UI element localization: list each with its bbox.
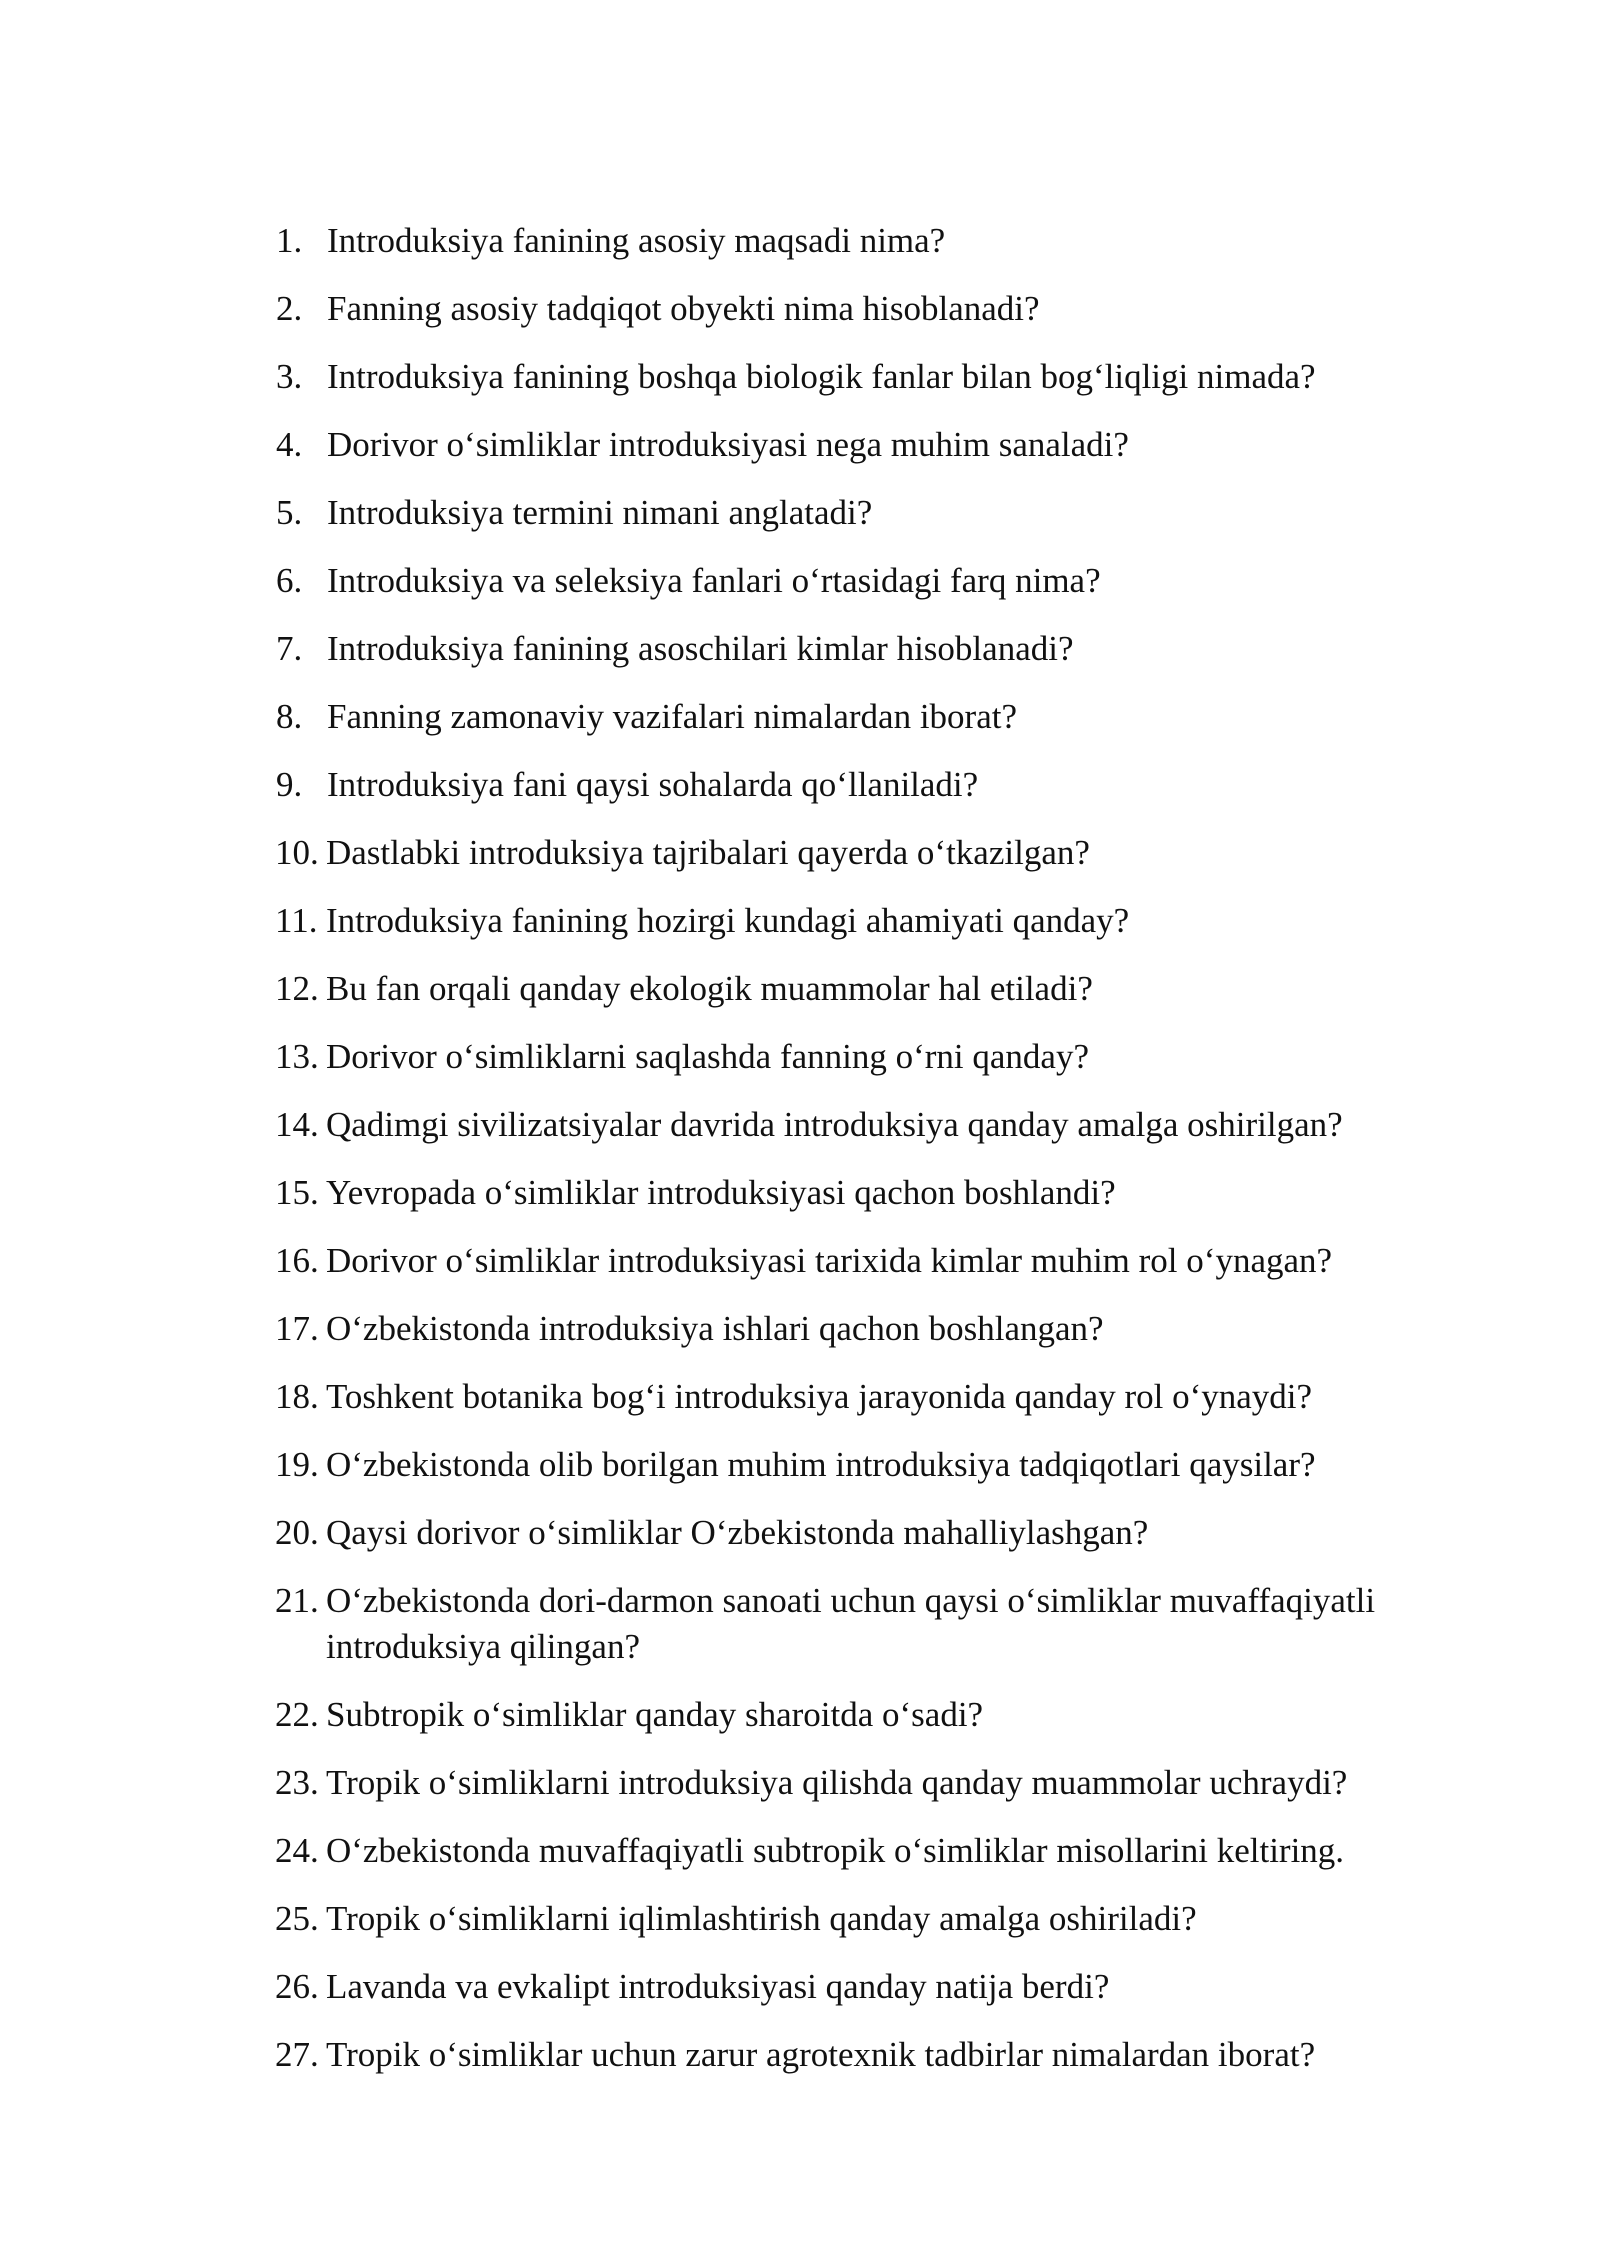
question-item [276, 2032, 1476, 2078]
question-item [276, 1964, 1476, 2010]
question-item [276, 1102, 1476, 1148]
question-item [276, 830, 1476, 876]
question-item [276, 966, 1476, 1012]
question-text: Introduksiya fanining boshqa biologik fanlar bilan bog‘liqligi nimada? [327, 357, 1316, 396]
question-item [276, 218, 1476, 264]
question-text: O‘zbekistonda olib borilgan muhim introduksiya tadqiqotlari qaysilar? [326, 1445, 1316, 1484]
question-number: 12. [275, 969, 319, 1008]
question-text: Dorivor o‘simliklarni saqlashda fanning o‘rni qanday? [326, 1037, 1089, 1076]
question-number: 4. [276, 425, 303, 464]
question-text: Yevropada o‘simliklar introduksiyasi qachon boshlandi? [326, 1173, 1116, 1212]
question-item [276, 1578, 1476, 1670]
question-number: 19. [275, 1445, 319, 1484]
question-item [276, 626, 1476, 672]
question-number: 5. [276, 493, 303, 532]
question-item [276, 1442, 1476, 1488]
question-number: 6. [276, 561, 303, 600]
question-item [276, 694, 1476, 740]
question-text: Introduksiya fanining hozirgi kundagi ahamiyati qanday? [326, 901, 1130, 940]
question-text: Qaysi dorivor o‘simliklar O‘zbekistonda mahalliylashgan? [326, 1513, 1149, 1552]
question-item [276, 898, 1476, 944]
question-item [276, 354, 1476, 400]
question-text: Introduksiya va seleksiya fanlari o‘rtasidagi farq nima? [327, 561, 1101, 600]
question-number: 24. [275, 1831, 319, 1870]
question-number: 27. [275, 2035, 319, 2074]
question-text: O‘zbekistonda muvaffaqiyatli subtropik o‘simliklar misollarini keltiring. [326, 1831, 1345, 1870]
question-text: Qadimgi sivilizatsiyalar davrida introduksiya qanday amalga oshirilgan? [326, 1105, 1343, 1144]
question-text: Introduksiya termini nimani anglatadi? [327, 493, 873, 532]
question-text: Introduksiya fani qaysi sohalarda qo‘llaniladi? [327, 765, 979, 804]
question-text: Tropik o‘simliklar uchun zarur agrotexnik tadbirlar nimalardan iborat? [326, 2035, 1316, 2074]
question-text: Toshkent botanika bog‘i introduksiya jarayonida qanday rol o‘ynaydi? [326, 1377, 1313, 1416]
question-item [276, 762, 1476, 808]
question-list [276, 218, 1476, 2100]
question-text: Dorivor o‘simliklar introduksiyasi nega muhim sanaladi? [327, 425, 1129, 464]
question-number: 1. [276, 221, 303, 260]
question-text: Introduksiya fanining asoschilari kimlar hisoblanadi? [327, 629, 1074, 668]
question-number: 15. [275, 1173, 319, 1212]
question-item [276, 1238, 1476, 1284]
question-number: 13. [275, 1037, 319, 1076]
question-number: 11. [275, 901, 318, 940]
question-text: Lavanda va evkalipt introduksiyasi qanday natija berdi? [326, 1967, 1110, 2006]
question-number: 9. [276, 765, 303, 804]
question-number: 18. [275, 1377, 319, 1416]
question-number: 20. [275, 1513, 319, 1552]
question-number: 25. [275, 1899, 319, 1938]
question-number: 26. [275, 1967, 319, 2006]
question-item [276, 1374, 1476, 1420]
question-item [276, 1034, 1476, 1080]
question-number: 8. [276, 697, 303, 736]
question-text: O‘zbekistonda introduksiya ishlari qachon boshlangan? [326, 1309, 1104, 1348]
question-item [276, 1692, 1476, 1738]
question-text: Fanning asosiy tadqiqot obyekti nima hisoblanadi? [327, 289, 1040, 328]
question-number: 10. [275, 833, 319, 872]
question-item [276, 1170, 1476, 1216]
question-number: 2. [276, 289, 303, 328]
question-text: Bu fan orqali qanday ekologik muammolar hal etiladi? [326, 969, 1093, 1008]
question-item [276, 422, 1476, 468]
question-text: Tropik o‘simliklarni introduksiya qilishda qanday muammolar uchraydi? [326, 1763, 1348, 1802]
question-number: 3. [276, 357, 303, 396]
question-item [276, 1510, 1476, 1556]
question-text: O‘zbekistonda dori-darmon sanoati uchun qaysi o‘simliklar muvaffaqiyatli introduksiya qilingan? [326, 1581, 1376, 1666]
question-number: 7. [276, 629, 303, 668]
question-number: 23. [275, 1763, 319, 1802]
question-number: 21. [275, 1581, 319, 1620]
question-item [276, 1896, 1476, 1942]
question-number: 17. [275, 1309, 319, 1348]
question-item [276, 558, 1476, 604]
question-item [276, 1828, 1476, 1874]
question-text: Subtropik o‘simliklar qanday sharoitda o‘sadi? [326, 1695, 984, 1734]
question-text: Fanning zamonaviy vazifalari nimalardan iborat? [327, 697, 1018, 736]
question-number: 14. [275, 1105, 319, 1144]
question-item [276, 286, 1476, 332]
question-number: 22. [275, 1695, 319, 1734]
question-item [276, 1306, 1476, 1352]
question-number: 16. [275, 1241, 319, 1280]
question-text: Introduksiya fanining asosiy maqsadi nima? [327, 221, 946, 260]
question-text: Dorivor o‘simliklar introduksiyasi tarixida kimlar muhim rol o‘ynagan? [326, 1241, 1333, 1280]
question-text: Tropik o‘simliklarni iqlimlashtirish qanday amalga oshiriladi? [326, 1899, 1197, 1938]
question-item [276, 1760, 1476, 1806]
question-text: Dastlabki introduksiya tajribalari qayerda o‘tkazilgan? [326, 833, 1090, 872]
question-item [276, 490, 1476, 536]
